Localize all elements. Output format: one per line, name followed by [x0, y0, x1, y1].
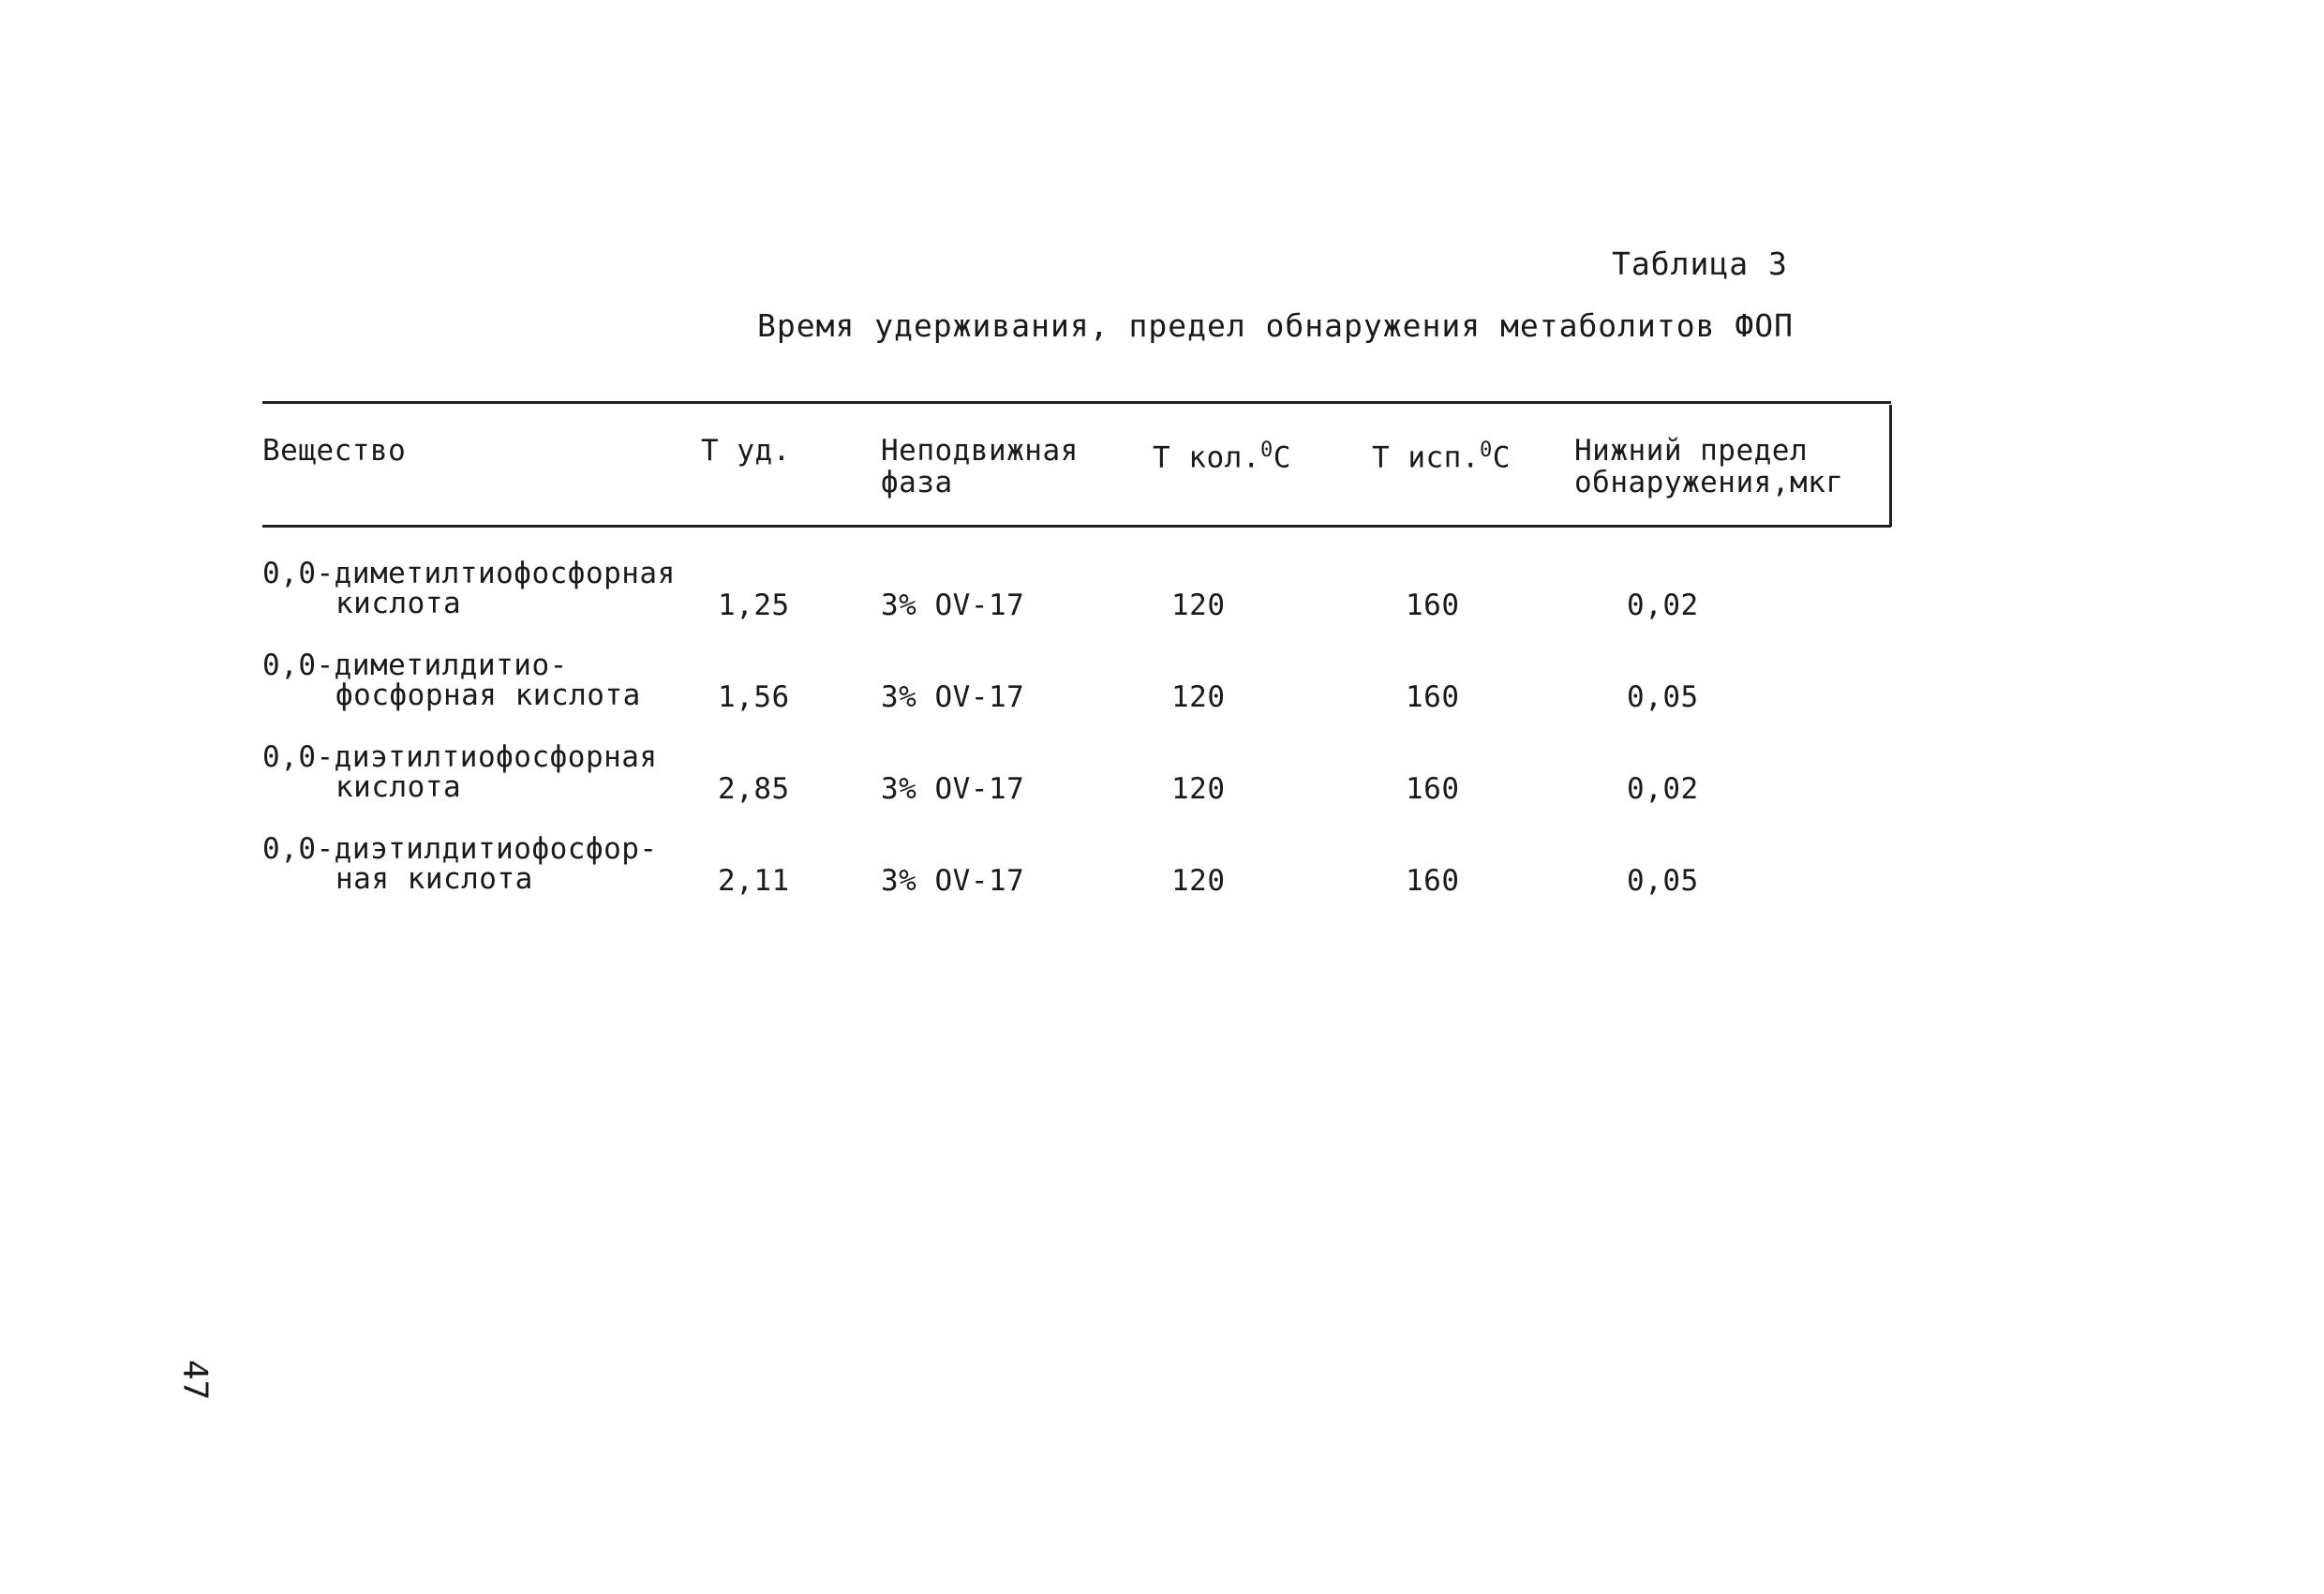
- row-2-t-ud: 1,56: [718, 680, 790, 714]
- row-4-t-isp: 160: [1406, 864, 1460, 898]
- row-2-substance: 0,0-диметилдитио- фосфорная кислота: [262, 648, 641, 712]
- row-1-t-col: 120: [1171, 588, 1226, 622]
- row-3-limit: 0,02: [1627, 772, 1699, 806]
- header-t-ud: Т уд.: [701, 434, 791, 468]
- row-3-substance: 0,0-диэтилтиофосфорная кислота: [262, 740, 658, 804]
- row-4-phase: 3% OV-17: [881, 864, 1025, 898]
- row-2-t-col: 120: [1171, 680, 1226, 714]
- row-4-substance: 0,0-диэтилдитиофосфор- ная кислота: [262, 832, 658, 896]
- header-detection-limit: Нижний предел обнаружения,мкг: [1574, 434, 1844, 499]
- table-right-border: [1889, 405, 1892, 527]
- row-1-t-isp: 160: [1406, 588, 1460, 622]
- row-3-phase: 3% OV-17: [881, 772, 1025, 806]
- row-2-phase: 3% OV-17: [881, 680, 1025, 714]
- header-phase: Неподвижная фаза: [881, 434, 1079, 499]
- table-header-rule: [262, 525, 1891, 528]
- header-t-isp: Т исп.$^0$С: [1372, 439, 1511, 475]
- row-4-limit: 0,05: [1627, 864, 1699, 898]
- row-1-phase: 3% OV-17: [881, 588, 1025, 622]
- page-number: 47: [175, 1359, 215, 1401]
- row-3-t-col: 120: [1171, 772, 1226, 806]
- row-4-t-ud: 2,11: [718, 864, 790, 898]
- row-1-t-ud: 1,25: [718, 588, 790, 622]
- row-1-limit: 0,02: [1627, 588, 1699, 622]
- table-top-rule: [262, 401, 1891, 404]
- row-2-t-isp: 160: [1406, 680, 1460, 714]
- row-3-t-isp: 160: [1406, 772, 1460, 806]
- row-3-t-ud: 2,85: [718, 772, 790, 806]
- row-1-substance: 0,0-диметилтиофосфорная кислота: [262, 557, 676, 620]
- table-label: Таблица 3: [1612, 246, 1788, 282]
- header-t-col: Т кол.$^0$С: [1153, 439, 1291, 475]
- header-substance: Вещество: [262, 434, 407, 468]
- table-title: Время удерживания, предел обнаружения метаболитов ФОП: [757, 307, 1794, 344]
- row-4-t-col: 120: [1171, 864, 1226, 898]
- row-2-limit: 0,05: [1627, 680, 1699, 714]
